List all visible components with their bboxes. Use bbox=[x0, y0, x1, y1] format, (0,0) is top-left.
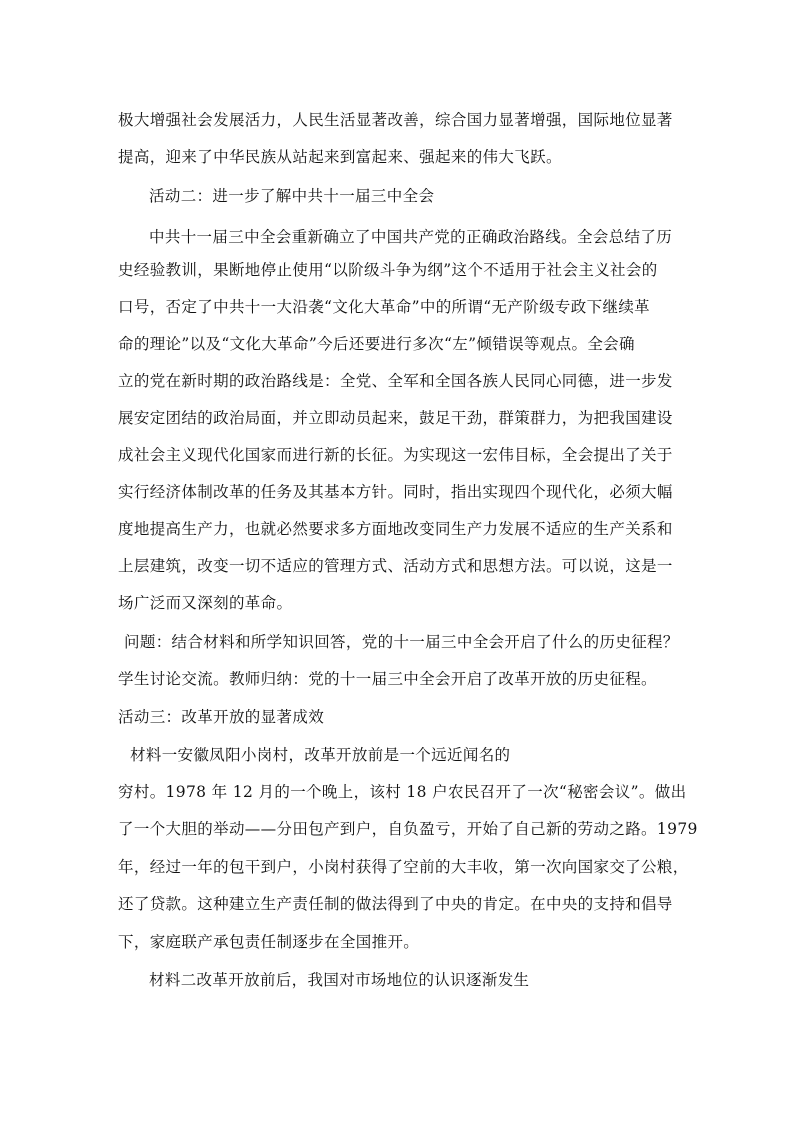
paragraph-line: 场广泛而又深刻的革命。 bbox=[118, 594, 293, 612]
paragraph-line: 中共十一届三中全会重新确立了中国共产党的正确政治路线。全会总结了历 bbox=[149, 228, 673, 246]
paragraph-line: 实行经济体制改革的任务及其基本方针。同时，指出实现四个现代化，必须大幅 bbox=[118, 483, 673, 501]
paragraph-line: 度地提高生产力，也就必然要求多方面地改变同生产力发展不适应的生产关系和 bbox=[118, 520, 673, 538]
paragraph-line: 了一个大胆的举动——分田包产到户，自负盈亏，开始了自己新的劳动之路。1979 bbox=[118, 820, 698, 838]
question-line: 问题：结合材料和所学知识回答，党的十一届三中全会开启了什么的历史征程？ bbox=[124, 633, 679, 651]
paragraph-line: 成社会主义现代化国家而进行新的长征。为实现这一宏伟目标，全会提出了关于 bbox=[118, 446, 673, 464]
paragraph-line: 展安定团结的政治局面，并立即动员起来，鼓足干劲，群策群力，为把我国建设 bbox=[118, 409, 673, 427]
paragraph-line: 年，经过一年的包干到户，小岗村获得了空前的大丰收，第一次向国家交了公粮， bbox=[118, 858, 689, 876]
paragraph-line: 下，家庭联产承包责任制逐步在全国推开。 bbox=[118, 933, 420, 951]
paragraph-line: 史经验教训，果断地停止使用“以阶级斗争为纲”这个不适用于社会主义社会的 bbox=[118, 261, 658, 279]
section-heading: 活动三：改革开放的显著成效 bbox=[118, 708, 325, 726]
paragraph-line: 极大增强社会发展活力，人民生活显著改善，综合国力显著增强，国际地位显著 bbox=[118, 111, 673, 129]
paragraph-line: 上层建筑，改变一切不适应的管理方式、活动方式和思想方法。可以说，这是一 bbox=[118, 557, 673, 575]
paragraph-line: 学生讨论交流。教师归纳：党的十一届三中全会开启了改革开放的历史征程。 bbox=[118, 670, 657, 688]
paragraph-line: 提高，迎来了中华民族从站起来到富起来、强起来的伟大飞跃。 bbox=[118, 148, 562, 166]
paragraph-line: 还了贷款。这种建立生产责任制的做法得到了中央的肯定。在中央的支持和倡导 bbox=[118, 895, 673, 913]
material-heading-line: 材料二改革开放前后，我国对市场地位的认识逐渐发生 bbox=[149, 971, 530, 989]
paragraph-line: 命的理论”以及“文化大革命”今后还要进行多次“左”倾错误等观点。全会确 bbox=[118, 335, 635, 353]
paragraph-line: 口号，否定了中共十一大沿袭“文化大革命”中的所谓“无产阶级专政下继续革 bbox=[118, 298, 651, 316]
paragraph-line: 穷村。1978 年 12 月的一个晚上，该村 18 户农民召开了一次“秘密会议”。做出 bbox=[118, 783, 687, 801]
paragraph-line: 立的党在新时期的政治路线是：全党、全军和全国各族人民同心同德，进一步发 bbox=[118, 372, 673, 390]
section-heading: 活动二：进一步了解中共十一届三中全会 bbox=[149, 187, 435, 205]
material-heading-line: 材料一安徽凤阳小岗村，改革开放前是一个远近闻名的 bbox=[130, 746, 511, 764]
